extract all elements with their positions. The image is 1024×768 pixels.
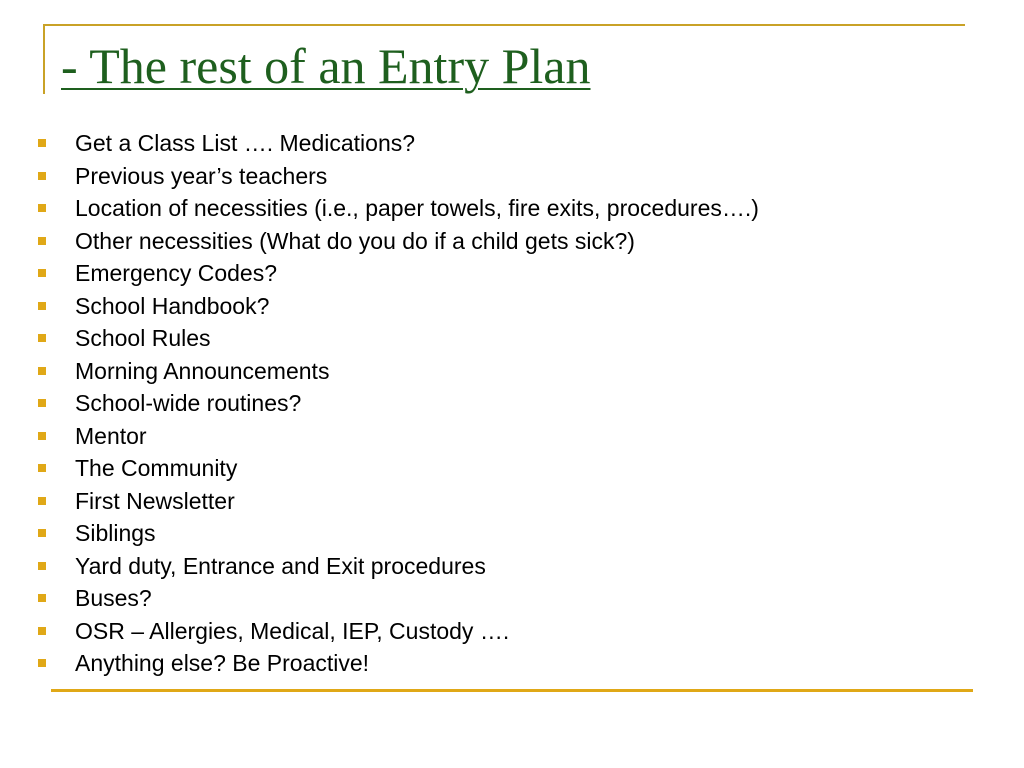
bullet-text: Yard duty, Entrance and Exit procedures: [75, 552, 486, 579]
bullet-item: [36, 225, 759, 258]
bullet-text: First Newsletter: [75, 487, 235, 514]
bullet-item: [36, 257, 759, 290]
square-bullet-icon: [38, 399, 46, 407]
bullet-text: Other necessities (What do you do if a child gets sick?): [75, 227, 635, 254]
square-bullet-icon: [38, 594, 46, 602]
bullet-text: OSR – Allergies, Medical, IEP, Custody ….: [75, 617, 510, 644]
square-bullet-icon: [38, 237, 46, 245]
square-bullet-icon: [38, 432, 46, 440]
square-bullet-icon: [38, 497, 46, 505]
bullet-item: [36, 160, 759, 193]
square-bullet-icon: [38, 659, 46, 667]
bullet-item: [36, 420, 759, 453]
square-bullet-icon: [38, 334, 46, 342]
bullet-item: [36, 452, 759, 485]
square-bullet-icon: [38, 367, 46, 375]
bullet-text: School Handbook?: [75, 292, 270, 319]
square-bullet-icon: [38, 139, 46, 147]
bullet-item: [36, 582, 759, 615]
bullet-text: Get a Class List …. Medications?: [75, 130, 416, 156]
square-bullet-icon: [38, 172, 46, 180]
bullet-text: The Community: [75, 455, 238, 481]
square-bullet-icon: [38, 464, 46, 472]
bullet-item: [36, 355, 759, 388]
bullet-text: Mentor: [75, 422, 147, 449]
bullet-item: [36, 192, 759, 225]
square-bullet-icon: [38, 302, 46, 310]
square-bullet-icon: [38, 204, 46, 212]
bullet-item: [36, 485, 759, 518]
bullet-text: Buses?: [75, 585, 152, 611]
bullet-text: Emergency Codes?: [75, 260, 277, 286]
bullet-item: [36, 322, 759, 355]
bullet-text: Previous year’s teachers: [75, 162, 328, 189]
square-bullet-icon: [38, 627, 46, 635]
frame-left-line: [43, 24, 45, 94]
bullet-text: School Rules: [75, 325, 211, 351]
square-bullet-icon: [38, 562, 46, 570]
slide-title: - The rest of an Entry Plan: [61, 38, 591, 94]
bullet-item: [36, 517, 759, 550]
bullet-text: School-wide routines?: [75, 390, 302, 416]
bullet-item: [36, 550, 759, 583]
bullet-text: Anything else? Be Proactive!: [75, 650, 370, 676]
square-bullet-icon: [38, 269, 46, 277]
bullet-item: [36, 647, 759, 680]
bullet-text: Location of necessities (i.e., paper towels, fire exits, procedures….): [75, 195, 759, 221]
bullet-item: [36, 127, 759, 160]
bullet-item: [36, 615, 759, 648]
bullet-item: [36, 290, 759, 323]
bullet-text: Morning Announcements: [75, 357, 330, 384]
frame-top-line: [43, 24, 965, 26]
bullet-item: [36, 387, 759, 420]
frame-bottom-line: [51, 689, 973, 692]
square-bullet-icon: [38, 529, 46, 537]
bullet-text: Siblings: [75, 520, 156, 546]
bullet-list: [36, 127, 759, 680]
